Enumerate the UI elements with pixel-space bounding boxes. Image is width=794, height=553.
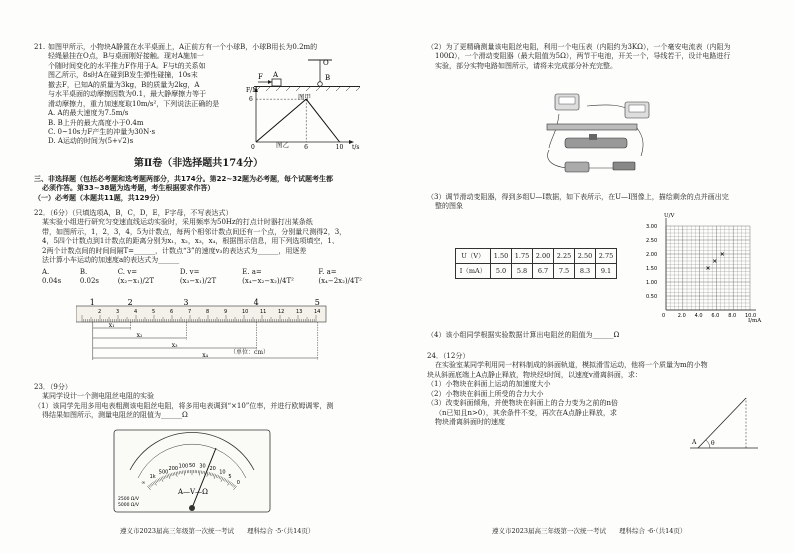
q23-part2 <box>427 43 767 71</box>
table-cell: 5.0 <box>491 264 512 279</box>
wire <box>548 150 567 168</box>
q23-part2-line: （2）为了更精确测量该电阻丝电阻，利用一个电压表（内阻约为3KΩ），一个毫安电流表（内阻为 <box>427 43 731 51</box>
force-series-line <box>256 99 340 142</box>
x3-label: x₃ <box>171 342 178 349</box>
q22-option: A. 0.04s <box>42 267 62 286</box>
x2-label: x₂ <box>136 332 143 339</box>
multimeter-figure <box>112 428 272 514</box>
tape-mark: 4 <box>253 298 259 307</box>
q22-line: 4，5四个计数点到1计数点的距离分别为x₁，x₂，x₃，x₄，根据图示信息，用下列选项填空，1、 <box>42 237 339 246</box>
x4-label: x₄ <box>202 352 209 359</box>
x-tick-label: 0 <box>662 313 666 319</box>
question-22 <box>34 209 374 287</box>
section-3-instructions <box>34 175 374 203</box>
ruler-label: 3 <box>116 309 120 315</box>
q23-intro: 某同学设计一个测电阻丝电阻的实验 <box>42 392 154 401</box>
figure-jia-caption: 图甲 <box>298 93 311 101</box>
q21-line: 轻绳悬挂在O点，B与桌面刚好接触。现对A施加一 <box>48 52 204 61</box>
table-cell: 1.75 <box>512 249 533 264</box>
q22-header: 22．（6分）（只填选项A，B，C，D，E，F字母，不写表达式） <box>34 209 233 217</box>
angle-arc <box>706 440 710 448</box>
page-footer: 遵义市2023届高三年级第一次统一考试 理科综合 ·6·（共14页） <box>492 527 687 535</box>
ruler-label: 12 <box>278 309 285 315</box>
right-page <box>397 0 794 553</box>
q24-header: 24．（12分） <box>427 352 470 360</box>
meter-spec: 5000 Ω/V <box>118 503 139 508</box>
table-cell: 1.50 <box>491 249 512 264</box>
q22-option: D. v=(x₃−x₁)/2T <box>179 267 217 286</box>
y-tick-label: 6 <box>249 96 253 104</box>
label-o: O <box>323 59 329 67</box>
ruler-label: 7 <box>188 309 192 315</box>
incline-figure <box>682 392 762 454</box>
q21-option: B. B上升的最大高度小于0.4m <box>48 118 144 127</box>
switch <box>613 162 635 170</box>
q24-line: （n已知且n>0），其余条件不变，再次在A点静止释放，求 <box>435 408 617 417</box>
rheostat-slider <box>589 134 597 140</box>
ruler-label: 9 <box>224 309 228 315</box>
ruler-label: 13 <box>296 309 303 315</box>
q23-part2-line: 实验，部分实物电路如图所示，请将未完成部分补充完整。 <box>435 61 617 70</box>
q24-line: 在实验室某同学利用同一材料制成的斜面轨道，模拟滑雪运动，他将一个质量为m的小物 <box>435 361 708 370</box>
meter-scale-label: 0 <box>236 480 240 487</box>
tape-mark: 2 <box>127 298 133 307</box>
table-cell: 2.00 <box>533 249 554 264</box>
q21-line: 个随时间变化的水平推力F作用于A。F与t的关系如 <box>48 61 206 70</box>
arrow-head <box>268 80 272 84</box>
q23-part1-line: 得结果如图所示，测量电阻丝的阻值为______Ω <box>42 411 188 420</box>
y-tick-label: 3.00 <box>646 224 658 230</box>
ui-graph <box>644 212 762 324</box>
resistance-wire-board <box>547 124 637 130</box>
x-tick-label: 10 <box>335 144 344 150</box>
x-tick-label: 2.0 <box>677 313 686 319</box>
q22-option: B. 0.02s <box>79 267 99 286</box>
q23-header: 23．（9分） <box>34 383 72 391</box>
table-row-label: I（mA） <box>456 264 491 279</box>
q21-line: 图乙所示，8s时A在碰到B发生弹性碰撞，10s末 <box>48 71 198 80</box>
tape-mark: 5 <box>314 298 320 307</box>
q23-part3-line: （3）调节滑动变阻器，得到多组U—I数据，如下表所示，在U—I图像上，描绘剩余的点并画出完 <box>427 193 729 201</box>
meter-scale-label: 100 <box>178 463 189 470</box>
table-cell: 8.3 <box>575 264 596 279</box>
q23-part3 <box>427 193 767 212</box>
tape-unit: （单位：cm） <box>230 349 270 356</box>
ruler-label: 5 <box>152 309 156 315</box>
label-f: F <box>258 73 263 81</box>
table-cell: 2.75 <box>596 249 617 264</box>
label-b: B <box>325 74 331 82</box>
section-2-title: 第Ⅱ卷（非选择题共174分） <box>133 158 264 169</box>
q24-line: 物块滑离斜面时的速度 <box>435 418 505 427</box>
q22-line: 法计算小车运动的加速度a的表达式为______ <box>42 256 180 265</box>
q23-part3-line: 整的图象 <box>435 202 463 211</box>
instruction-line: 必须作答。第33~38题为选考题，考生根据要求作答） <box>42 184 215 193</box>
tape-mark: 3 <box>183 298 189 307</box>
q23-part4: （4）该小组同学根据实验数据计算出电阻丝的阻值为______Ω <box>427 331 620 339</box>
wire <box>549 114 559 148</box>
meter-spec: 2500 Ω/V <box>118 497 139 502</box>
ruler-label: 4 <box>134 309 138 315</box>
q22-option: F. a=(x₄−2x₂)/4T² <box>318 267 362 286</box>
q21-line: 与水平桌面的动摩擦因数为0.1，最大静摩擦力等于 <box>48 90 207 99</box>
q22-option: C. v=(x₂−x₁)/2T <box>117 267 155 286</box>
battery <box>565 162 589 172</box>
q24-line: （2）小物块在斜面上所受的合力大小 <box>427 389 544 398</box>
q21-line: 滑动摩擦力，重力加速度取10m/s²，下列说法正确的是 <box>48 99 220 108</box>
required-title: （一）必考题（本题共11题，共129分） <box>34 193 164 202</box>
y-axis-label: F/N <box>246 87 258 94</box>
table-cell: 9.1 <box>596 264 617 279</box>
table-row <box>456 249 617 264</box>
needle-pivot <box>189 505 195 511</box>
y-tick-label: 0.50 <box>646 294 658 300</box>
y-tick-label: 2.00 <box>646 252 658 258</box>
tape-mark: 1 <box>89 298 95 307</box>
table-cell: 5.8 <box>512 264 533 279</box>
question-23 <box>34 383 374 421</box>
point-a-label: A <box>692 439 697 446</box>
x-tick-label: 8.0 <box>728 313 737 319</box>
y-tick-label: 1.00 <box>646 280 658 286</box>
circuit-figure <box>537 84 667 174</box>
meter-scale-label: 50 <box>189 463 196 469</box>
q22-line: 带，如图所示，1，2，3，4，5为计数点，每两个相邻计数点间还有一个点，分别量尺测得2，3， <box>42 227 347 236</box>
q21-line: 撤去F，已知A的质量为3kg，B的质量为2kg，A <box>48 80 200 89</box>
table-row-label: U（V） <box>456 249 491 264</box>
figure-yi-caption: 图乙 <box>276 141 289 149</box>
ruler-label: 10 <box>242 309 249 315</box>
x-tick-label: 6.0 <box>711 313 720 319</box>
q24-line: 块从斜面底端上A点静止释放，物块经t时间，以速度v滑离斜面，求： <box>427 370 642 379</box>
y-tick-label: 2.50 <box>646 238 658 244</box>
meter-scale-label: ∞ <box>141 480 146 487</box>
label-a: A <box>273 71 279 79</box>
meter-scale-label: 10 <box>219 469 226 476</box>
q21-option: D. A运动的时间为(5+√2)s <box>48 137 134 146</box>
q21-option: C. 0~10s力F产生的冲量为30N·s <box>48 127 156 136</box>
table-cell: 2.50 <box>575 249 596 264</box>
milliammeter-dial <box>629 105 645 112</box>
x-axis-label: I/mA <box>748 318 762 324</box>
meter-scale-label: 5 <box>228 474 232 481</box>
figure-yi-chart <box>238 86 368 150</box>
x-axis-label: t/s <box>352 144 360 150</box>
meter-scale-label: 200 <box>168 465 179 472</box>
q21-line: 如图甲所示，小物块A静置在水平桌面上，A正前方有一个小球B，小球B用长为0.2m的 <box>48 43 318 51</box>
y-axis-label: U/V <box>664 213 675 219</box>
meter-scale-label: 500 <box>158 469 169 476</box>
question-number: 21. <box>34 43 46 51</box>
x-tick-label: 10.0 <box>745 313 757 319</box>
x1-label: x₁ <box>108 322 115 329</box>
ruler-label: 11 <box>260 309 267 315</box>
q22-line: 某实验小组进行研究匀变速直线运动实验时，采用频率为50Hz的打点计时器打出某条纸 <box>42 218 313 227</box>
q24-line: （3）改变斜面倾角，并使物块在斜面上的合力变为之前的n倍 <box>427 399 618 408</box>
voltmeter-dial <box>559 97 575 104</box>
table-row <box>456 264 617 279</box>
x-tick-label: 0 <box>251 144 255 150</box>
table-cell: 6.7 <box>533 264 554 279</box>
q22-option: E. a=(x₄−x₂−x₂)/4T² <box>242 267 294 286</box>
table-cell: 2.25 <box>554 249 575 264</box>
ruler-label: 8 <box>206 309 210 315</box>
q23-part2-line: 100Ω），一个滑动变阻器（最大阻值为5Ω），两节干电池，开关一个，导线若干，设计电路进行 <box>435 52 731 61</box>
meter-symbol: A—V—Ω <box>178 488 208 496</box>
q23-part1-line: （1）该同学先用多用电表粗测该电阻丝电阻，将多用电表调到“×10”位率，并进行欧姆调零，测 <box>34 401 334 410</box>
meter-scale-label: 30 <box>199 463 206 470</box>
q24-line: （1）小物块在斜面上运动的加速度大小 <box>427 380 551 389</box>
ruler-label: 6 <box>170 309 174 315</box>
incline-line <box>698 398 746 448</box>
meter-scale-label: 1k <box>149 474 156 481</box>
meter-scale-label: 20 <box>209 465 216 472</box>
page-footer: 遵义市2023届高三年级第一次统一考试 理科综合 ·5·（共14页） <box>120 527 315 535</box>
ruler-label: 2 <box>98 309 102 315</box>
table-cell: 7.5 <box>554 264 575 279</box>
x-tick-label: 6 <box>304 144 309 150</box>
q21-option: A. A的最大速度为7.5m/s <box>48 109 129 118</box>
wire <box>637 128 643 156</box>
q22-line: 2两个计数点间的时间间隔T=______，计数点“3”的速度v₃的表达式为______，用逐差 <box>42 246 307 255</box>
paper-tape-figure <box>76 298 338 372</box>
x-tick-label: 4.0 <box>694 313 703 319</box>
q22-options <box>34 268 374 287</box>
angle-theta: θ <box>711 440 715 447</box>
ui-data-table <box>455 248 617 279</box>
instruction-line: 三、非选择题（包括必考题和选考题两部分，共174分。第22~32题为必考题，每个试题考生都 <box>34 175 333 183</box>
block-a <box>272 79 281 86</box>
y-tick-label: 1.50 <box>646 266 658 272</box>
ruler-label: 14 <box>314 309 321 315</box>
